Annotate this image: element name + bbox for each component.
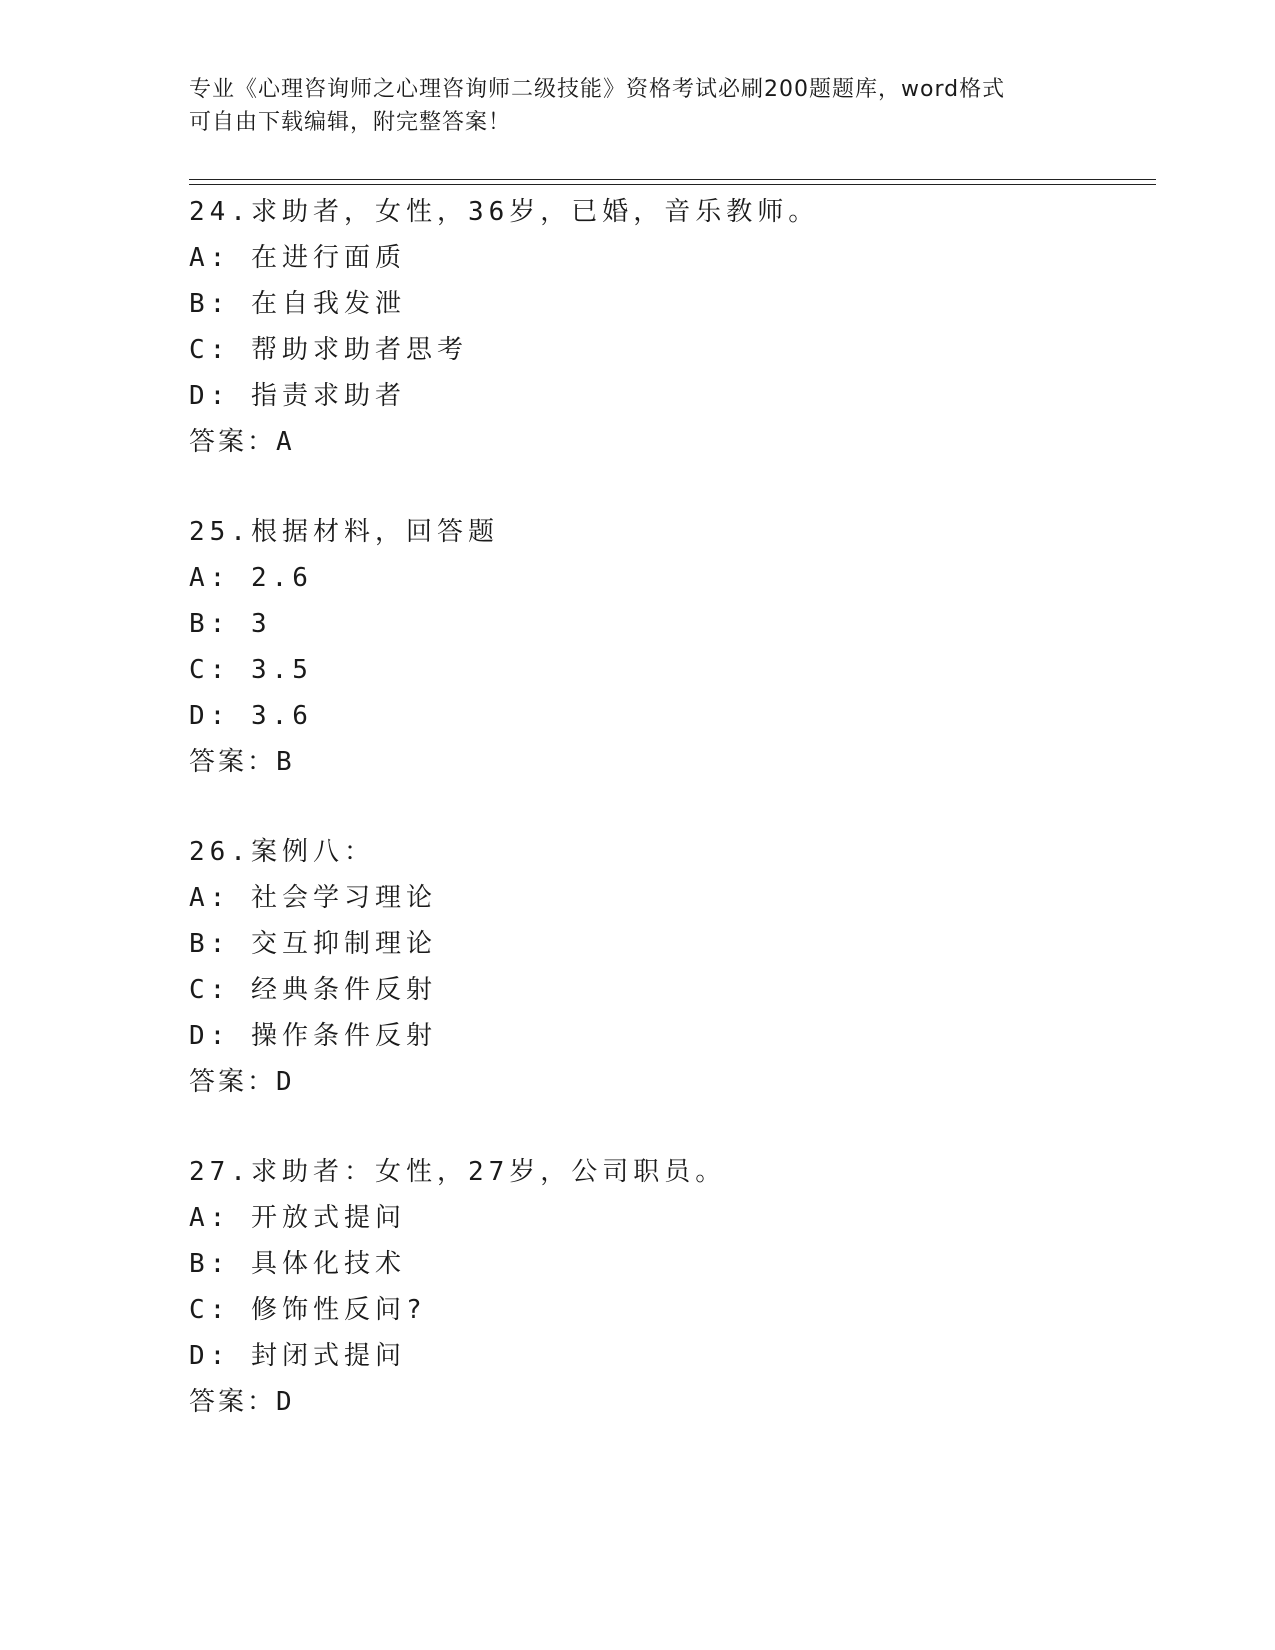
header-divider-bottom (189, 184, 1156, 185)
document-header (189, 73, 1069, 139)
question-stem: 25.根据材料，回答题 (189, 517, 499, 547)
answer-value: B (276, 747, 292, 777)
question-stem: 26.案例八： (189, 837, 375, 867)
answer-label: 答案： (189, 1387, 277, 1417)
answer-label: 答案： (189, 747, 277, 777)
option-d: D: 封闭式提问 (189, 1341, 406, 1371)
option-b: B: 在自我发泄 (189, 289, 406, 319)
question-item (189, 1149, 1149, 1425)
question-stem: 24.求助者，女性，36岁，已婚，音乐教师。 (189, 197, 820, 227)
option-d: D: 3.6 (189, 701, 313, 731)
option-a: A: 开放式提问 (189, 1203, 406, 1233)
option-d: D: 操作条件反射 (189, 1021, 437, 1051)
answer-line (189, 1059, 1149, 1105)
answer-line (189, 419, 1149, 465)
option-c: C: 修饰性反问? (189, 1295, 427, 1325)
option-c: C: 3.5 (189, 655, 313, 685)
option-b: B: 交互抑制理论 (189, 929, 437, 959)
answer-label: 答案： (189, 1067, 277, 1097)
header-line-1: 专业《心理咨询师之心理咨询师二级技能》资格考试必刷200题题库，word格式 (189, 77, 1006, 102)
option-c: C: 帮助求助者思考 (189, 335, 468, 365)
answer-value: D (276, 1067, 292, 1097)
question-item (189, 189, 1149, 465)
option-a: A: 2.6 (189, 563, 313, 593)
option-c: C: 经典条件反射 (189, 975, 437, 1005)
option-d: D: 指责求助者 (189, 381, 406, 411)
question-stem: 27.求助者：女性，27岁，公司职员。 (189, 1157, 727, 1187)
header-line-2: 可自由下载编辑，附完整答案！ (189, 110, 512, 135)
option-a: A: 在进行面质 (189, 243, 406, 273)
question-list (189, 189, 1149, 1469)
header-divider-top (189, 179, 1156, 180)
answer-line (189, 1379, 1149, 1425)
answer-value: A (276, 427, 292, 457)
option-b: B: 3 (189, 609, 272, 639)
option-b: B: 具体化技术 (189, 1249, 406, 1279)
answer-value: D (276, 1387, 292, 1417)
question-item (189, 509, 1149, 785)
option-a: A: 社会学习理论 (189, 883, 437, 913)
answer-label: 答案： (189, 427, 277, 457)
answer-line (189, 739, 1149, 785)
question-item (189, 829, 1149, 1105)
